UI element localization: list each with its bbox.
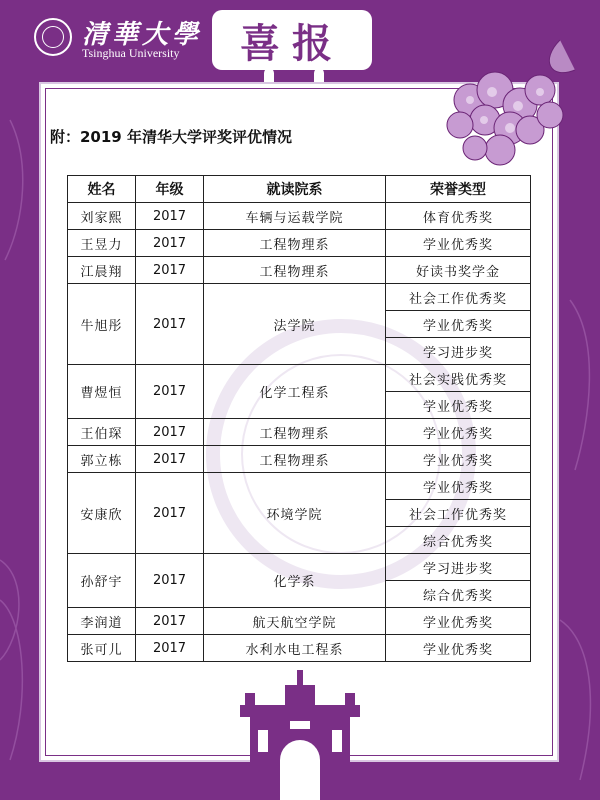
honor-type-cell: 综合优秀奖: [386, 527, 531, 554]
honor-type-cell: 社会实践优秀奖: [386, 365, 531, 392]
table-row: [68, 203, 531, 230]
department-cell: 工程物理系: [204, 257, 386, 284]
table-row: [68, 473, 531, 500]
university-name-cn: 清華大學: [82, 20, 203, 50]
honor-type-cell: 体育优秀奖: [386, 203, 531, 230]
table-row: [68, 230, 531, 257]
grade-cell: 2017: [136, 284, 204, 365]
grade-cell: 2017: [136, 635, 204, 662]
table-row: [68, 554, 531, 581]
tsinghua-logo-icon: [34, 18, 72, 56]
honor-type-cell: 好读书奖学金: [386, 257, 531, 284]
appendix-heading: 附：2019 年清华大学评奖评优情况: [50, 128, 292, 146]
department-cell: 化学工程系: [204, 365, 386, 419]
header-honor-type: 荣誉类型: [386, 176, 531, 203]
student-name: 安康欣: [68, 473, 136, 554]
table-row: [68, 365, 531, 392]
grade-cell: 2017: [136, 446, 204, 473]
awards-table: [67, 175, 531, 662]
honor-type-cell: 学业优秀奖: [386, 608, 531, 635]
department-cell: 化学系: [204, 554, 386, 608]
department-cell: 工程物理系: [204, 446, 386, 473]
grade-cell: 2017: [136, 365, 204, 419]
honor-type-cell: 社会工作优秀奖: [386, 284, 531, 311]
student-name: 王昱力: [68, 230, 136, 257]
department-cell: 航天航空学院: [204, 608, 386, 635]
table-row: [68, 284, 531, 311]
university-name-en: Tsinghua University: [82, 46, 180, 60]
grade-cell: 2017: [136, 419, 204, 446]
department-cell: 车辆与运载学院: [204, 203, 386, 230]
grade-cell: 2017: [136, 230, 204, 257]
honor-type-cell: 学业优秀奖: [386, 635, 531, 662]
department-cell: 法学院: [204, 284, 386, 365]
student-name: 牛旭彤: [68, 284, 136, 365]
student-name: 曹煜恒: [68, 365, 136, 419]
table-row: [68, 635, 531, 662]
header-department: 就读院系: [204, 176, 386, 203]
title-banner: [212, 10, 372, 70]
header-name: 姓名: [68, 176, 136, 203]
student-name: 孙舒宇: [68, 554, 136, 608]
department-cell: 环境学院: [204, 473, 386, 554]
student-name: 张可儿: [68, 635, 136, 662]
table-row: [68, 419, 531, 446]
department-cell: 工程物理系: [204, 419, 386, 446]
honor-type-cell: 学业优秀奖: [386, 392, 531, 419]
honor-type-cell: 学业优秀奖: [386, 473, 531, 500]
table-row: [68, 257, 531, 284]
student-name: 李润道: [68, 608, 136, 635]
honor-type-cell: 学业优秀奖: [386, 230, 531, 257]
table-header-row: [68, 176, 531, 203]
poster-title: 喜报: [240, 20, 344, 67]
honor-type-cell: 学习进步奖: [386, 554, 531, 581]
honor-type-cell: 学业优秀奖: [386, 311, 531, 338]
header-grade: 年级: [136, 176, 204, 203]
table-body: [68, 203, 531, 662]
honor-type-cell: 学业优秀奖: [386, 419, 531, 446]
grade-cell: 2017: [136, 608, 204, 635]
student-name: 郭立栋: [68, 446, 136, 473]
table-row: [68, 446, 531, 473]
tsinghua-gate-icon: [230, 665, 370, 800]
table-row: [68, 608, 531, 635]
grade-cell: 2017: [136, 554, 204, 608]
department-cell: 工程物理系: [204, 230, 386, 257]
honor-type-cell: 学习进步奖: [386, 338, 531, 365]
student-name: 刘家熙: [68, 203, 136, 230]
honor-type-cell: 综合优秀奖: [386, 581, 531, 608]
honor-type-cell: 学业优秀奖: [386, 446, 531, 473]
grade-cell: 2017: [136, 257, 204, 284]
student-name: 王伯琛: [68, 419, 136, 446]
department-cell: 水利水电工程系: [204, 635, 386, 662]
grade-cell: 2017: [136, 473, 204, 554]
honor-type-cell: 社会工作优秀奖: [386, 500, 531, 527]
grade-cell: 2017: [136, 203, 204, 230]
student-name: 江晨翔: [68, 257, 136, 284]
